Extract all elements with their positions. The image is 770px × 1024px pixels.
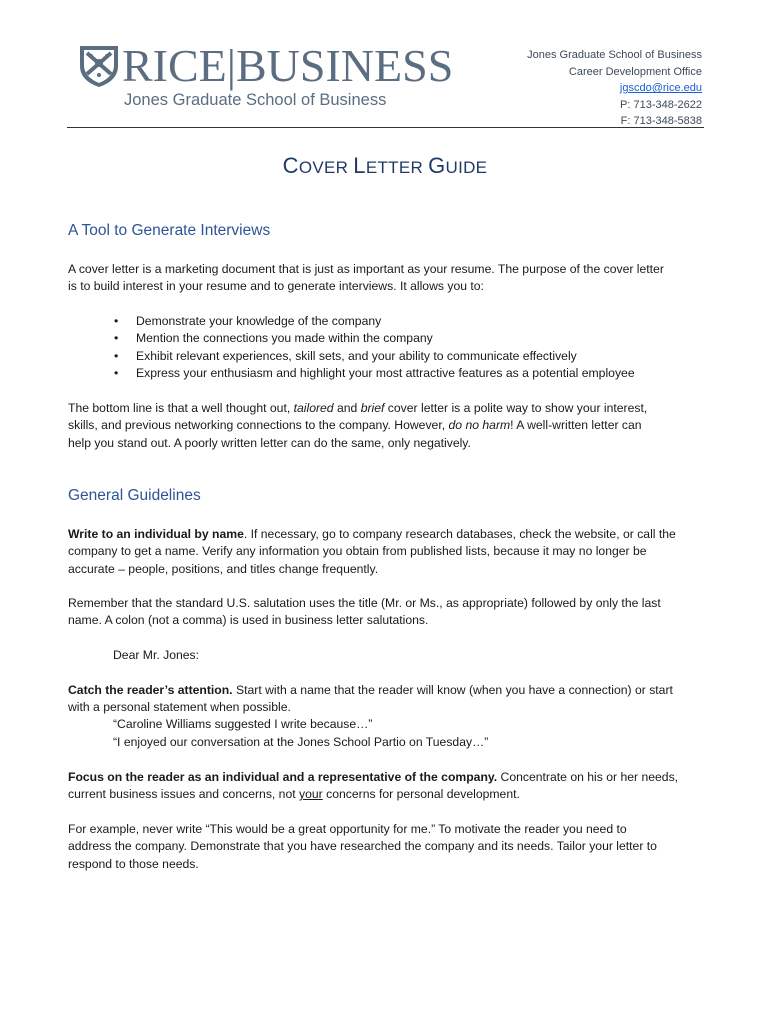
remember-paragraph (68, 595, 708, 630)
text-run: cover letter is a polite way to show your interest, (384, 401, 648, 415)
focus-paragraph (68, 769, 708, 804)
text-line: company to get a name. Verify any information you obtain from published lists, because it may no longer be (68, 544, 647, 559)
section-heading-tool: A Tool to Generate Interviews (68, 222, 271, 239)
header-divider (67, 127, 704, 128)
text-run: Start with a name that the reader will know (when you have a connection) or start (232, 683, 673, 697)
contact-email-link[interactable]: jgscdo@rice.edu (619, 82, 702, 95)
text-line: A cover letter is a marketing document that is just as important as your resume. The purpose of the cover letter (68, 262, 664, 276)
title-part: L (353, 153, 366, 178)
example-paragraph (68, 821, 708, 873)
text-line: For example, never write “This would be a great opportunity for me.” To motivate the reader you need to (68, 822, 627, 836)
bottom-line-paragraph (68, 400, 708, 452)
text-line: help you stand out. A poorly written letter can do the same, only negatively. (68, 435, 471, 450)
text-run: current business issues and concerns, not (68, 787, 300, 802)
quote-example-1: “Caroline Williams suggested I write because…” (113, 717, 373, 731)
text-line: name. A colon (not a comma) is used in business letter salutations. (68, 613, 429, 628)
text-line (68, 526, 708, 543)
contact-fax: F: 713-348-5838 (620, 115, 702, 128)
title-part: G (428, 153, 446, 178)
quote-example-2: “I enjoyed our conversation at the Jones School Partio on Tuesday…” (113, 735, 489, 749)
contact-school: Jones Graduate School of Business (527, 49, 702, 61)
underline-your: your (299, 787, 323, 802)
title-part: OVER (298, 158, 354, 177)
text-line: with a personal statement when possible. (68, 700, 291, 715)
benefits-list (114, 313, 714, 382)
emphasis-do-no-harm: do no harm (448, 418, 511, 433)
emphasis-brief: brief (360, 401, 385, 415)
text-line (68, 400, 708, 417)
text-run: concerns for personal development. (322, 787, 520, 802)
text-line (68, 417, 708, 434)
catch-paragraph (68, 682, 708, 717)
page-title (0, 152, 770, 182)
text-line (68, 682, 708, 699)
title-part: UIDE (445, 158, 488, 177)
intro-paragraph (68, 261, 708, 296)
contact-phone: P: 713-348-2622 (620, 98, 702, 111)
text-run: . If necessary, go to company research databases, check the website, or call the (243, 527, 676, 541)
title-part: C (282, 153, 299, 178)
contact-block (527, 47, 702, 130)
text-line: accurate – people, positions, and titles change frequently. (68, 561, 379, 576)
contact-office: Career Development Office (568, 65, 702, 78)
title-part: ETTER (365, 158, 429, 177)
logo-wordmark: RICE|BUSINESS (122, 40, 454, 91)
text-run: skills, and previous networking connections to the company. However, (68, 418, 449, 433)
text-run: and (333, 401, 361, 415)
emphasis-tailored: tailored (293, 401, 334, 415)
list-item: • Demonstrate your knowledge of the company (114, 313, 714, 330)
text-run: Concentrate on his or her needs, (497, 770, 679, 784)
text-line: Remember that the standard U.S. salutation uses the title (Mr. or Ms., as appropriate) followed by only the last (68, 596, 661, 610)
write-paragraph (68, 526, 708, 578)
section-heading-guidelines: General Guidelines (68, 487, 201, 504)
text-line: address the company. Demonstrate that you have researched the company and its needs. Tailor your letter to (68, 839, 657, 854)
logo-subtitle: Jones Graduate School of Business (124, 91, 387, 109)
text-line: is to build interest in your resume and to generate interviews. It allows you to: (68, 279, 484, 294)
text-line (68, 786, 708, 803)
text-line: respond to those needs. (68, 856, 199, 871)
rice-business-logo (78, 40, 454, 110)
rice-shield-icon (78, 44, 120, 88)
text-run: ! A well-written letter can (510, 418, 642, 433)
bold-lead: Focus on the reader as an individual and a representative of the company. (68, 770, 498, 784)
list-item: • Mention the connections you made within the company (114, 330, 714, 347)
text-line (68, 769, 708, 786)
salutation-example: Dear Mr. Jones: (113, 648, 200, 662)
text-run: The bottom line is that a well thought out, (68, 401, 294, 415)
bold-lead: Catch the reader’s attention. (68, 683, 233, 697)
list-item: • Express your enthusiasm and highlight your most attractive features as a potential employee (114, 365, 714, 382)
list-item: • Exhibit relevant experiences, skill sets, and your ability to communicate effectively (114, 348, 714, 365)
bold-lead: Write to an individual by name (68, 527, 244, 541)
